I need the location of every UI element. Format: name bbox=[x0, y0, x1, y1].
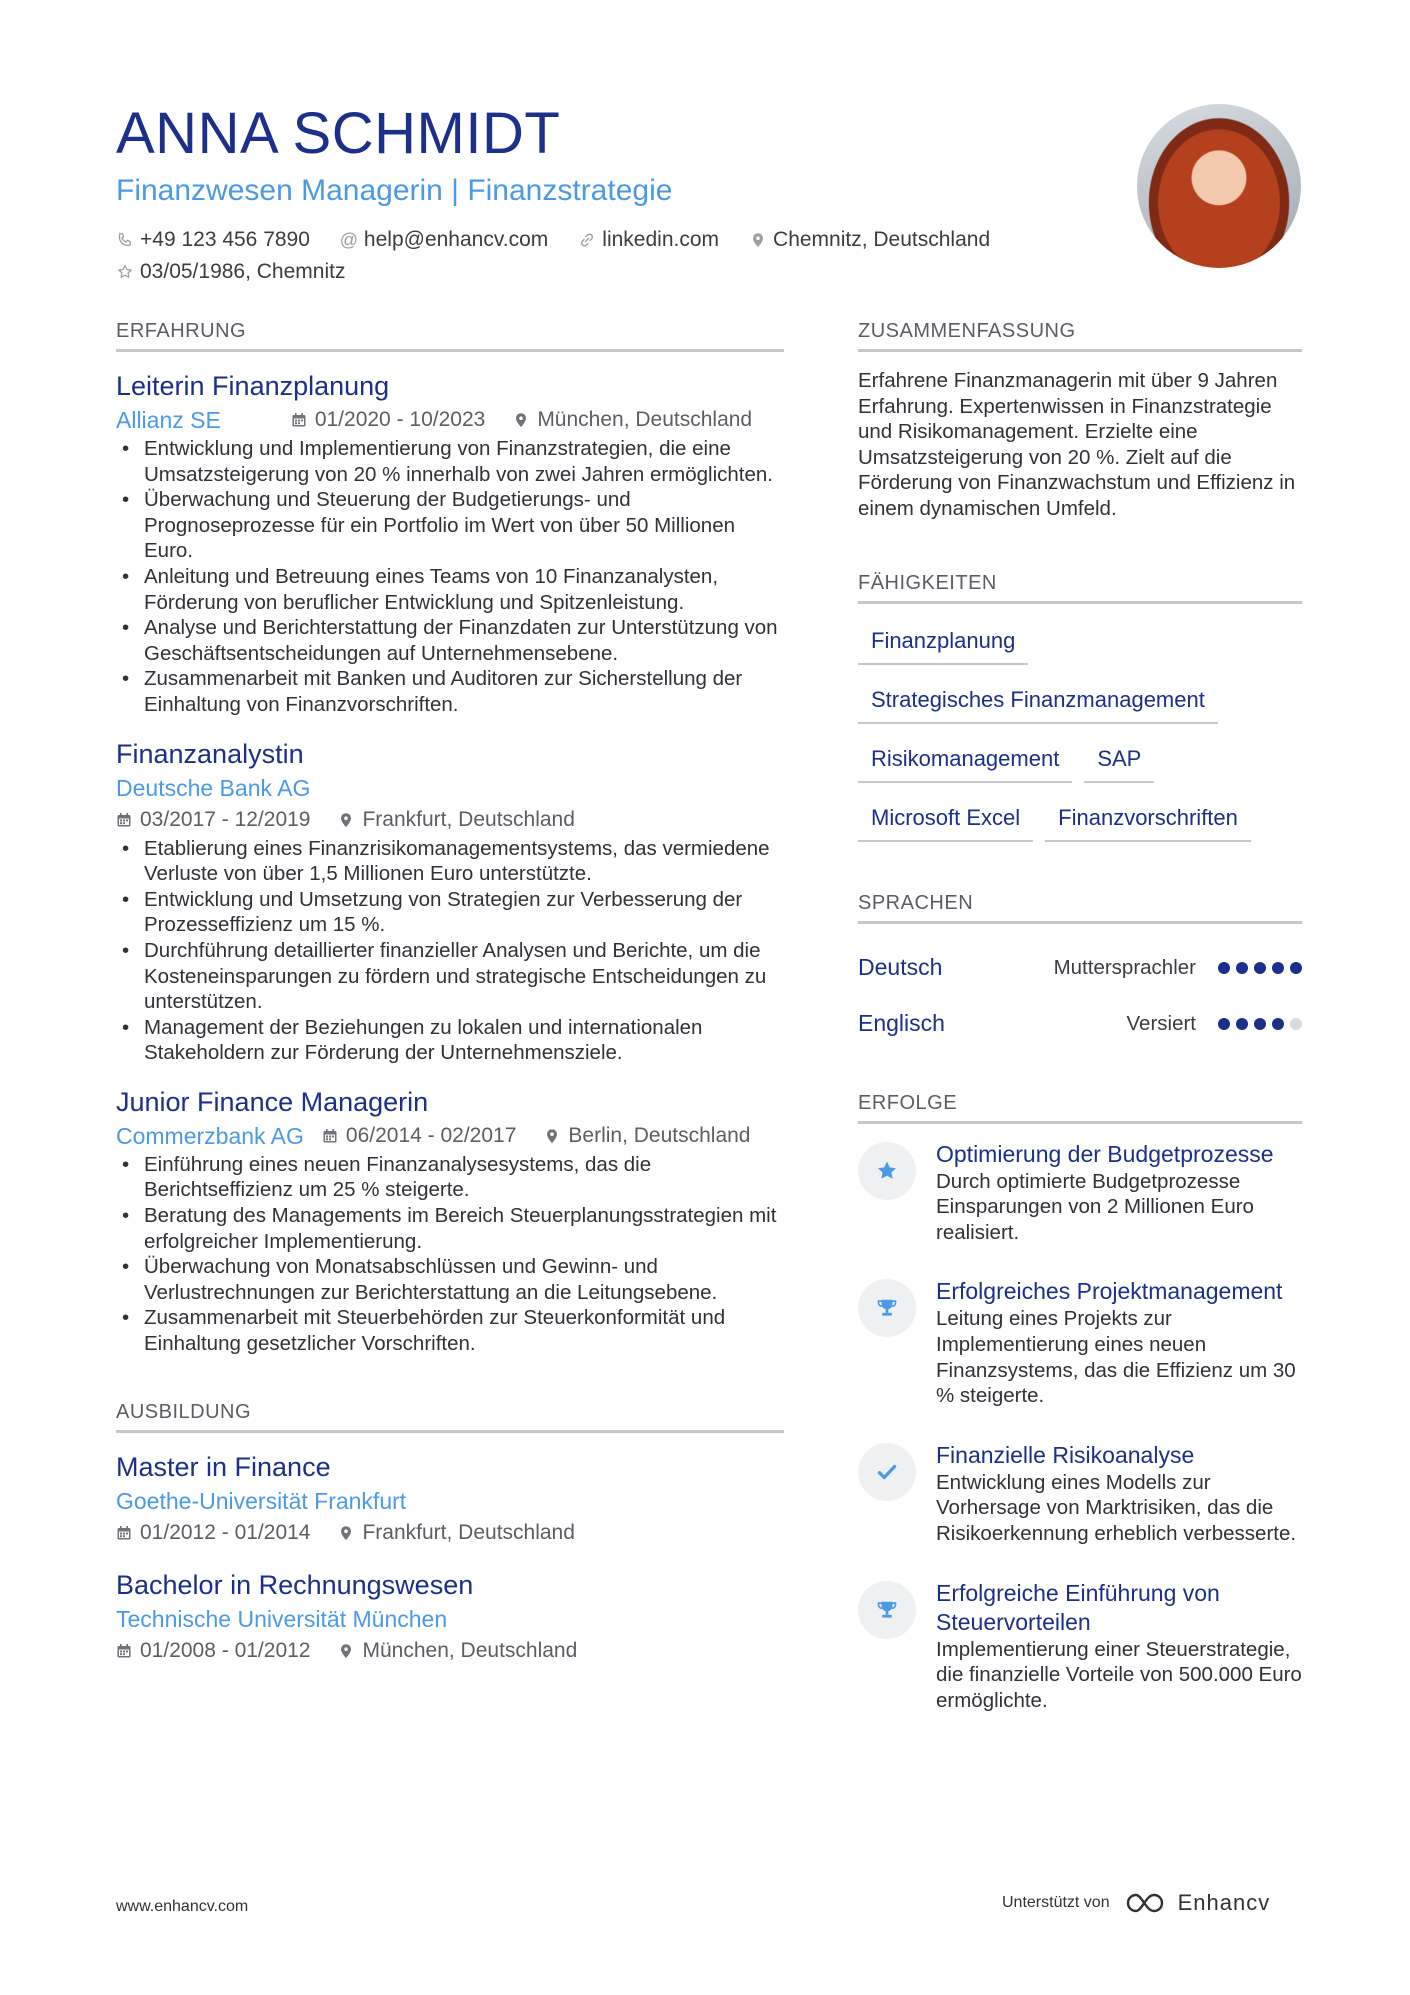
skill-tag: Finanzplanung bbox=[858, 620, 1028, 665]
footer-website[interactable]: www.enhancv.com bbox=[116, 1898, 249, 1915]
education-dates bbox=[116, 1635, 310, 1667]
section-title-experience: ERFAHRUNG bbox=[116, 320, 784, 352]
link-icon bbox=[578, 231, 596, 249]
bullet-item: • Entwicklung und Implementierung von Finanzstrategien, die eine Umsatzsteigerung von 20 % innerhalb von zwei Jahren ermöglichten. bbox=[116, 436, 784, 487]
dates-text: 03/2017 - 12/2019 bbox=[140, 807, 311, 831]
job-location bbox=[338, 804, 574, 836]
rating-dot bbox=[1290, 1018, 1302, 1030]
skill-tag: Risikomanagement bbox=[858, 738, 1072, 783]
location-pin-icon bbox=[338, 1525, 354, 1541]
achievement-title: Finanzielle Risikoanalyse bbox=[936, 1441, 1195, 1468]
resume-header bbox=[116, 100, 1116, 288]
bullet-item: • Durchführung detaillierter finanzieller Analysen und Berichte, um die Kosteneinsparungen zu fördern und strategische Entscheidungen zu unterstützen. bbox=[116, 938, 784, 1015]
section-title-achievements: ERFOLGE bbox=[858, 1092, 1302, 1124]
left-column bbox=[116, 320, 784, 1685]
rating-dot bbox=[1290, 962, 1302, 974]
rating-dot bbox=[1218, 962, 1230, 974]
achievement-item bbox=[858, 1441, 1302, 1547]
achievement-item bbox=[858, 1277, 1302, 1408]
candidate-title: Finanzwesen Managerin | Finanzstrategie bbox=[116, 174, 673, 207]
language-level: Versiert bbox=[1126, 1011, 1196, 1035]
check-icon bbox=[858, 1443, 916, 1501]
trophy-icon bbox=[858, 1581, 916, 1639]
bullet-item: • Überwachung von Monatsabschlüssen und Gewinn- und Verlustrechnungen zur Berichterstattung an die Leitungsebene. bbox=[116, 1254, 784, 1305]
contact-email[interactable] bbox=[340, 224, 548, 256]
languages-list bbox=[858, 940, 1302, 1052]
location-text: München, Deutschland bbox=[362, 1638, 578, 1662]
achievement-desc: Leitung eines Projekts zur Implementierung eines neuen Finanzsystems, das die Effizienz um 30 % steigerte. bbox=[936, 1307, 1296, 1408]
email-text: help@enhancv.com bbox=[363, 228, 549, 251]
job-location bbox=[544, 1120, 750, 1152]
company-name: Deutsche Bank AG bbox=[116, 774, 311, 801]
skill-tag: Strategisches Finanzmanagement bbox=[858, 679, 1218, 724]
bullet-item: • Management der Beziehungen zu lokalen und internationalen Stakeholdern zur Förderung der Unternehmensziele. bbox=[116, 1015, 784, 1066]
rating-dot bbox=[1254, 962, 1266, 974]
job-dates bbox=[322, 1120, 516, 1152]
section-title-education: AUSBILDUNG bbox=[116, 1401, 784, 1433]
rating-dot bbox=[1236, 962, 1248, 974]
education-dates bbox=[116, 1517, 310, 1549]
achievement-item bbox=[858, 1140, 1302, 1246]
job-title: Junior Finance Managerin bbox=[116, 1086, 429, 1117]
school-name: Goethe-Universität Frankfurt bbox=[116, 1487, 407, 1514]
job-bullets bbox=[116, 836, 784, 1066]
job-bullets bbox=[116, 436, 784, 718]
location-pin-icon bbox=[749, 231, 767, 249]
calendar-icon bbox=[116, 1643, 132, 1659]
job-bullets bbox=[116, 1152, 784, 1357]
summary-text: Erfahrene Finanzmanagerin mit über 9 Jahren Erfahrung. Expertenwissen in Finanzstrategie und Risikomanagement. Erzielte eine Umsatzsteigerung von 20 %. Zielt auf die Förderung von Finanzwachstum und Effizienz in einem dynamischen Umfeld. bbox=[858, 369, 1296, 520]
location-pin-icon bbox=[513, 412, 529, 428]
job-title: Finanzanalystin bbox=[116, 738, 304, 769]
language-name: Englisch bbox=[858, 1010, 945, 1037]
achievement-desc: Durch optimierte Budgetprozesse Einsparungen von 2 Millionen Euro realisiert. bbox=[936, 1169, 1254, 1244]
at-icon: @ bbox=[339, 229, 359, 250]
achievement-desc: Implementierung einer Steuerstrategie, die finanzielle Vorteile von 500.000 Euro ermöglichte. bbox=[936, 1637, 1302, 1712]
location-pin-icon bbox=[544, 1128, 560, 1144]
calendar-icon bbox=[116, 1525, 132, 1541]
section-title-languages: SPRACHEN bbox=[858, 892, 1302, 924]
section-title-skills: FÄHIGKEITEN bbox=[858, 572, 1302, 604]
experience-entry bbox=[116, 736, 784, 1066]
job-meta bbox=[116, 1120, 784, 1152]
rating-dot bbox=[1272, 962, 1284, 974]
job-title: Leiterin Finanzplanung bbox=[116, 371, 390, 401]
job-meta bbox=[116, 804, 784, 836]
job-dates bbox=[116, 804, 310, 836]
calendar-icon bbox=[322, 1128, 338, 1144]
achievement-item bbox=[858, 1579, 1302, 1714]
star-icon bbox=[858, 1142, 916, 1200]
job-location bbox=[513, 404, 752, 436]
skills-list bbox=[858, 620, 1302, 856]
achievement-title: Erfolgreiches Projektmanagement bbox=[936, 1278, 1283, 1305]
bullet-item: • Zusammenarbeit mit Banken und Auditoren zur Sicherstellung der Einhaltung von Finanzvorschriften. bbox=[116, 666, 784, 717]
language-level: Muttersprachler bbox=[1053, 955, 1196, 979]
dates-text: 01/2020 - 10/2023 bbox=[314, 408, 486, 431]
education-meta bbox=[116, 1517, 784, 1549]
experience-entry bbox=[116, 1084, 784, 1357]
degree-title: Bachelor in Rechnungswesen bbox=[116, 1569, 474, 1600]
company-name: Commerzbank AG bbox=[116, 1122, 304, 1149]
language-row bbox=[858, 996, 1302, 1052]
job-dates bbox=[291, 404, 485, 436]
achievement-desc: Entwicklung eines Modells zur Vorhersage von Marktrisiken, das die Risikoerkennung erheblich verbesserte. bbox=[936, 1470, 1297, 1545]
birth-text: 03/05/1986, Chemnitz bbox=[140, 260, 346, 283]
profile-photo bbox=[1137, 104, 1301, 268]
skill-tag: Finanzvorschriften bbox=[1045, 797, 1251, 842]
education-location bbox=[338, 1635, 577, 1667]
education-entry bbox=[116, 1567, 784, 1667]
right-column bbox=[858, 320, 1302, 1745]
rating-dot bbox=[1218, 1018, 1230, 1030]
location-text: Frankfurt, Deutschland bbox=[362, 1520, 575, 1544]
linkedin-text: linkedin.com bbox=[602, 228, 720, 251]
footer-branding bbox=[1002, 1890, 1270, 1916]
calendar-icon bbox=[116, 812, 132, 828]
language-rating bbox=[1212, 1018, 1302, 1030]
education-meta bbox=[116, 1635, 784, 1667]
language-row bbox=[858, 940, 1302, 996]
bullet-item: • Einführung eines neuen Finanzanalysesystems, das die Berichtseffizienz um 25 % steigerte. bbox=[116, 1152, 784, 1203]
dates-text: 01/2012 - 01/2014 bbox=[140, 1520, 311, 1544]
phone-text: +49 123 456 7890 bbox=[140, 228, 310, 251]
location-text: Frankfurt, Deutschland bbox=[362, 807, 575, 831]
achievement-title: Erfolgreiche Einführung von Steuervorteilen bbox=[936, 1579, 1220, 1635]
rating-dot bbox=[1272, 1018, 1284, 1030]
job-meta bbox=[116, 404, 784, 436]
location-text: München, Deutschland bbox=[537, 408, 753, 431]
bullet-item: • Zusammenarbeit mit Steuerbehörden zur Steuerkonformität und Einhaltung gesetzlicher Vorschriften. bbox=[116, 1305, 784, 1356]
achievement-title: Optimierung der Budgetprozesse bbox=[936, 1140, 1274, 1167]
dates-text: 06/2014 - 02/2017 bbox=[345, 1123, 517, 1147]
dates-text: 01/2008 - 01/2012 bbox=[140, 1638, 311, 1662]
language-name: Deutsch bbox=[858, 954, 943, 981]
education-entry bbox=[116, 1449, 784, 1549]
achievements-list bbox=[858, 1140, 1302, 1714]
location-pin-icon bbox=[338, 1643, 354, 1659]
bullet-item: • Anleitung und Betreuung eines Teams von 10 Finanzanalysten, Förderung von beruflicher Entwicklung und Spitzenleistung. bbox=[116, 564, 784, 615]
bullet-item: • Beratung des Managements im Bereich Steuerplanungsstrategien mit erfolgreicher Implementierung. bbox=[116, 1203, 784, 1254]
calendar-icon bbox=[291, 412, 307, 428]
phone-icon bbox=[116, 231, 134, 249]
brand-name: Enhancv bbox=[1177, 1890, 1271, 1915]
education-location bbox=[338, 1517, 574, 1549]
trophy-icon bbox=[858, 1279, 916, 1337]
rating-dot bbox=[1254, 1018, 1266, 1030]
star-outline-icon bbox=[116, 263, 134, 281]
location-text: Berlin, Deutschland bbox=[568, 1123, 751, 1147]
location-text: Chemnitz, Deutschland bbox=[773, 228, 991, 251]
candidate-name: ANNA SCHMIDT bbox=[116, 101, 561, 166]
contact-phone bbox=[116, 224, 310, 256]
bullet-item: • Etablierung eines Finanzrisikomanagementsystems, das vermiedene Verluste von über 1,5 Millionen Euro unterstützte. bbox=[116, 836, 784, 887]
rating-dot bbox=[1236, 1018, 1248, 1030]
bullet-item: • Analyse und Berichterstattung der Finanzdaten zur Unterstützung von Geschäftsentscheidungen auf Unternehmensebene. bbox=[116, 615, 784, 666]
language-rating bbox=[1212, 962, 1302, 974]
section-title-summary: ZUSAMMENFASSUNG bbox=[858, 320, 1302, 352]
experience-entry bbox=[116, 368, 784, 718]
school-name: Technische Universität München bbox=[116, 1605, 448, 1632]
powered-by-text: Unterstützt von bbox=[1002, 1894, 1110, 1911]
location-pin-icon bbox=[338, 812, 354, 828]
degree-title: Master in Finance bbox=[116, 1451, 331, 1482]
contact-list bbox=[116, 224, 1076, 288]
enhancv-logo-icon bbox=[1124, 1890, 1170, 1916]
contact-location bbox=[749, 224, 990, 256]
contact-linkedin[interactable] bbox=[578, 224, 719, 256]
bullet-item: • Entwicklung und Umsetzung von Strategien zur Verbesserung der Prozesseffizienz um 15 %. bbox=[116, 887, 784, 938]
company-name: Allianz SE bbox=[116, 407, 221, 433]
skill-tag: Microsoft Excel bbox=[858, 797, 1033, 842]
contact-birth bbox=[116, 256, 345, 288]
bullet-item: • Überwachung und Steuerung der Budgetierungs- und Prognoseprozesse für ein Portfolio im Wert von über 50 Millionen Euro. bbox=[116, 487, 784, 564]
skill-tag: SAP bbox=[1084, 738, 1154, 783]
